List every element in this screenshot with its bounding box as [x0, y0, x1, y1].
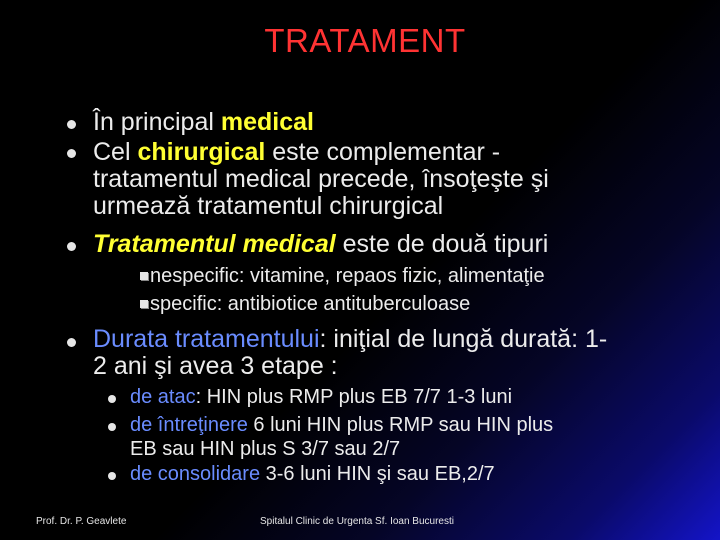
highlight-durata: Durata tratamentului — [93, 325, 320, 353]
checkbox-bullet-icon — [140, 272, 148, 280]
slide-title: TRATAMENT — [264, 22, 466, 59]
bullet-text-line: tratamentul medical precede, însoţeşte şi — [93, 165, 549, 193]
etapa-intretinere — [130, 413, 553, 461]
footer-institution: Spitalul Clinic de Urgenta Sf. Ioan Bucuresti — [260, 516, 454, 527]
sub-bullet-nespecific — [150, 265, 545, 287]
bullet-text: este de două tipuri — [335, 230, 549, 258]
bullet-dot — [67, 149, 76, 158]
etapa-text-line: EB sau HIN plus S 3/7 sau 2/7 — [130, 438, 401, 460]
bullet-chirurgical — [93, 139, 549, 220]
bullet-text: : iniţial de lungă durată: 1- — [319, 325, 608, 353]
bullet-text: În principal — [93, 108, 221, 136]
bullet-text-line: urmează tratamentul chirurgical — [93, 192, 444, 220]
etapa-consolidare — [130, 462, 495, 486]
bullet-dot — [67, 338, 76, 347]
sub-bullet-text: vitamine, repaos fizic, alimentaţie — [244, 265, 545, 287]
bullet-dot — [108, 423, 116, 431]
bullet-dot — [67, 242, 76, 251]
checkbox-bullet-icon — [140, 300, 148, 308]
footer-author: Prof. Dr. P. Geavlete — [36, 516, 127, 527]
bullet-tipuri — [93, 231, 548, 258]
bullet-durata — [93, 326, 607, 380]
highlight-chirurgical: chirurgical — [137, 138, 266, 166]
bullet-principal-medical — [93, 109, 314, 136]
sub-bullet-label: nespecific: — [150, 265, 245, 287]
etapa-text: : HIN plus RMP plus EB 7/7 1-3 luni — [195, 386, 513, 408]
highlight-intretinere: de întreţinere — [130, 414, 248, 436]
etapa-text: 6 luni HIN plus RMP sau HIN plus — [247, 414, 554, 436]
etapa-atac — [130, 385, 512, 409]
sub-bullet-label: specific: — [150, 293, 223, 315]
bullet-dot — [67, 120, 76, 129]
sub-bullet-specific — [150, 293, 470, 315]
highlight-consolidare: de consolidare — [130, 463, 261, 485]
sub-bullet-text: antibiotice antituberculoase — [222, 293, 471, 315]
highlight-tratamentul-medical: Tratamentul medical — [93, 230, 336, 258]
highlight-medical: medical — [220, 108, 314, 136]
bullet-dot — [108, 472, 116, 480]
bullet-text: Cel — [93, 138, 138, 166]
bullet-text: este complementar - — [265, 138, 501, 166]
highlight-atac: de atac — [130, 386, 196, 408]
bullet-dot — [108, 395, 116, 403]
bullet-text-line: 2 ani şi avea 3 etape : — [93, 352, 338, 380]
etapa-text: 3-6 luni HIN şi sau EB,2/7 — [260, 463, 495, 485]
